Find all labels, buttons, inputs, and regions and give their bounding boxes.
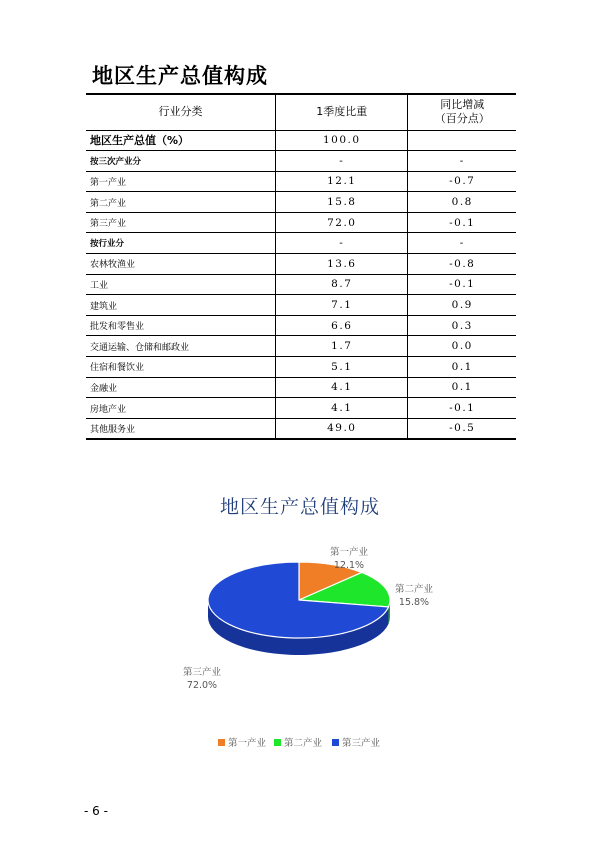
table-row	[86, 212, 516, 233]
header-yoy-change	[408, 94, 516, 130]
row-change: -0.7	[408, 171, 516, 192]
page-number: - 6 -	[84, 804, 108, 818]
row-share: 6.6	[276, 315, 408, 336]
header-yoy-change-line1: 同比增减	[440, 98, 485, 112]
table-header-row	[86, 94, 516, 130]
row-share: 8.7	[276, 274, 408, 295]
row-label: 其他服务业	[86, 418, 276, 439]
row-label: 按三次产业分	[86, 151, 276, 172]
legend-label-1: 第二产业	[284, 738, 323, 749]
legend-label-0: 第一产业	[228, 738, 267, 749]
row-change: 0.1	[408, 377, 516, 398]
row-label: 工业	[86, 274, 276, 295]
row-share: 12.1	[276, 171, 408, 192]
row-change: -	[408, 233, 516, 254]
data-label-value-0: 12.1%	[333, 560, 365, 571]
table-row	[86, 254, 516, 275]
table-row	[86, 377, 516, 398]
table-row	[86, 274, 516, 295]
data-label-category-2: 第三产业	[182, 667, 222, 678]
row-label: 地区生产总值（%）	[86, 130, 276, 151]
table-row	[86, 315, 516, 336]
row-change: 0.0	[408, 336, 516, 357]
row-label: 第三产业	[86, 212, 276, 233]
row-label: 交通运输、仓储和邮政业	[86, 336, 276, 357]
row-share: -	[276, 233, 408, 254]
row-change: -0.5	[408, 418, 516, 439]
row-label: 建筑业	[86, 295, 276, 316]
row-label: 第二产业	[86, 192, 276, 213]
row-share: 72.0	[276, 212, 408, 233]
data-label-category-0: 第一产业	[329, 547, 369, 558]
gdp-pie-chart	[0, 530, 600, 770]
row-label: 房地产业	[86, 398, 276, 419]
row-share: 1.7	[276, 336, 408, 357]
row-label: 住宿和餐饮业	[86, 357, 276, 378]
row-change: -0.1	[408, 274, 516, 295]
row-share: 4.1	[276, 398, 408, 419]
gdp-composition-table	[86, 93, 516, 440]
row-change	[408, 130, 516, 151]
row-label: 农林牧渔业	[86, 254, 276, 275]
row-change: -0.8	[408, 254, 516, 275]
table-row	[86, 171, 516, 192]
table-row	[86, 130, 516, 151]
row-share: -	[276, 151, 408, 172]
table-row	[86, 295, 516, 316]
chart-legend	[218, 737, 381, 749]
row-share: 5.1	[276, 357, 408, 378]
table-row	[86, 233, 516, 254]
row-share: 15.8	[276, 192, 408, 213]
legend-label-2: 第三产业	[342, 738, 381, 749]
pie-slices	[208, 562, 390, 638]
data-label-value-2: 72.0%	[186, 680, 218, 691]
table-row	[86, 357, 516, 378]
data-label-value-1: 15.8%	[398, 597, 430, 608]
row-change: 0.1	[408, 357, 516, 378]
data-label-category-1: 第二产业	[394, 584, 434, 595]
row-share: 100.0	[276, 130, 408, 151]
legend-swatch-1	[274, 739, 281, 746]
header-yoy-change-line2: （百分点）	[434, 112, 490, 126]
legend-swatch-0	[218, 739, 225, 746]
table-row	[86, 192, 516, 213]
header-q1-share: 1季度比重	[276, 94, 408, 130]
row-share: 49.0	[276, 418, 408, 439]
row-change: -0.1	[408, 398, 516, 419]
row-change: 0.8	[408, 192, 516, 213]
page-title: 地区生产总值构成	[92, 64, 268, 88]
table-row	[86, 151, 516, 172]
row-label: 第一产业	[86, 171, 276, 192]
row-share: 7.1	[276, 295, 408, 316]
row-share: 13.6	[276, 254, 408, 275]
row-change: -0.1	[408, 212, 516, 233]
chart-title: 地区生产总值构成	[219, 496, 380, 518]
row-share: 4.1	[276, 377, 408, 398]
row-label: 按行业分	[86, 233, 276, 254]
row-label: 金融业	[86, 377, 276, 398]
row-change: -	[408, 151, 516, 172]
table-body	[86, 130, 516, 439]
row-label: 批发和零售业	[86, 315, 276, 336]
table-row	[86, 418, 516, 439]
table-row	[86, 336, 516, 357]
legend-swatch-2	[332, 739, 339, 746]
row-change: 0.9	[408, 295, 516, 316]
table-row	[86, 398, 516, 419]
row-change: 0.3	[408, 315, 516, 336]
header-industry: 行业分类	[86, 94, 276, 130]
